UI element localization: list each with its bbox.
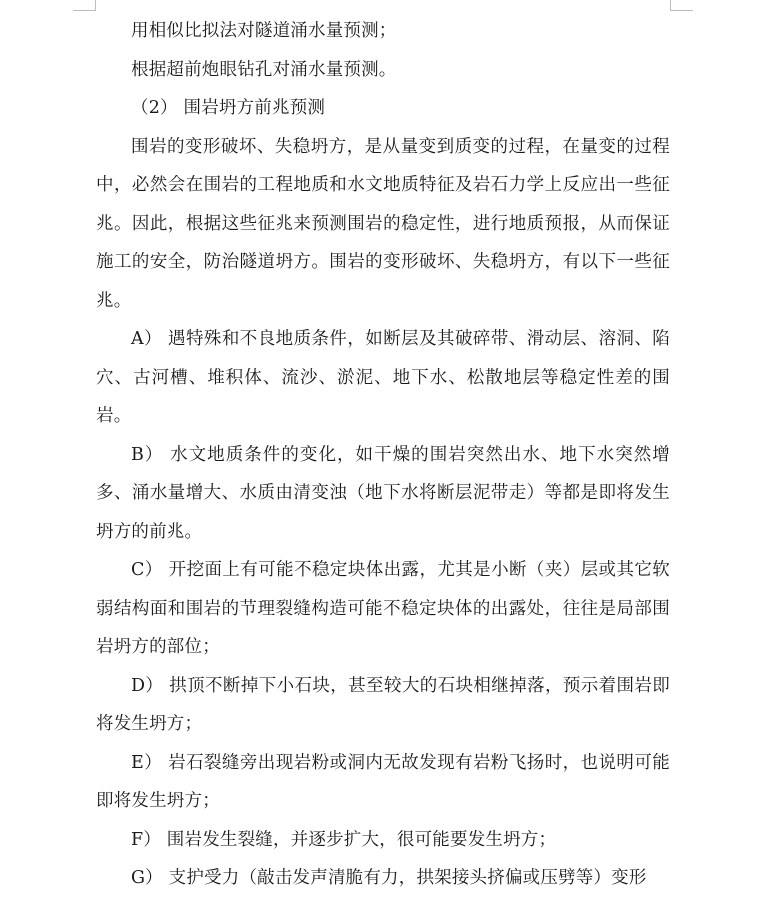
list-item-f: F） 围岩发生裂缝，并逐步扩大，很可能要发生坍方； xyxy=(131,829,557,850)
section-heading: （2） 围岩坍方前兆预测 xyxy=(131,98,326,118)
list-item-d: D） 拱顶不断掉下小石块，甚至较大的石块相继掉落，预示着围岩即将发生坍方； xyxy=(96,675,670,734)
paragraph-2: 根据超前炮眼钻孔对涌水量预测。 xyxy=(131,59,397,80)
page-corner-mark-right xyxy=(670,0,693,11)
list-item-b: B） 水文地质条件的变化，如干燥的围岩突然出水、地下水突然增多、涌水量增大、水质由清变浊（地下水将断层泥带走）等都是即将发生坍方的前兆。 xyxy=(96,444,670,542)
list-item-g: G） 支护受力（敲击发声清脆有力，拱架接头挤偏或压劈等）变形 xyxy=(131,868,647,888)
document-body[interactable] xyxy=(96,12,670,898)
list-item-e: E） 岩石裂缝旁出现岩粉或洞内无故发现有岩粉飞扬时，也说明可能即将发生坍方； xyxy=(96,752,670,811)
list-item-a: A） 遇特殊和不良地质条件，如断层及其破碎带、滑动层、溶洞、陷穴、古河槽、堆积体、流沙、淤泥、地下水、松散地层等稳定性差的围岩。 xyxy=(96,329,670,426)
paragraph-intro: 围岩的变形破坏、失稳坍方，是从量变到质变的过程，在量变的过程中，必然会在围岩的工程地质和水文地质特征及岩石力学上反应出一些征兆。因此，根据这些征兆来预测围岩的稳定性，进行地质预报，从而保证施工的安全，防治隧道坍方。围岩的变形破坏、失稳坍方，有以下一些征兆。 xyxy=(96,136,670,311)
list-item-c: C） 开挖面上有可能不稳定块体出露，尤其是小断（夹）层或其它软弱结构面和围岩的节理裂缝构造可能不稳定块体的出露处，往往是局部围岩坍方的部位； xyxy=(96,560,670,657)
paragraph-1: 用相似比拟法对隧道涌水量预测； xyxy=(131,21,397,41)
page-corner-mark-left xyxy=(73,0,96,11)
